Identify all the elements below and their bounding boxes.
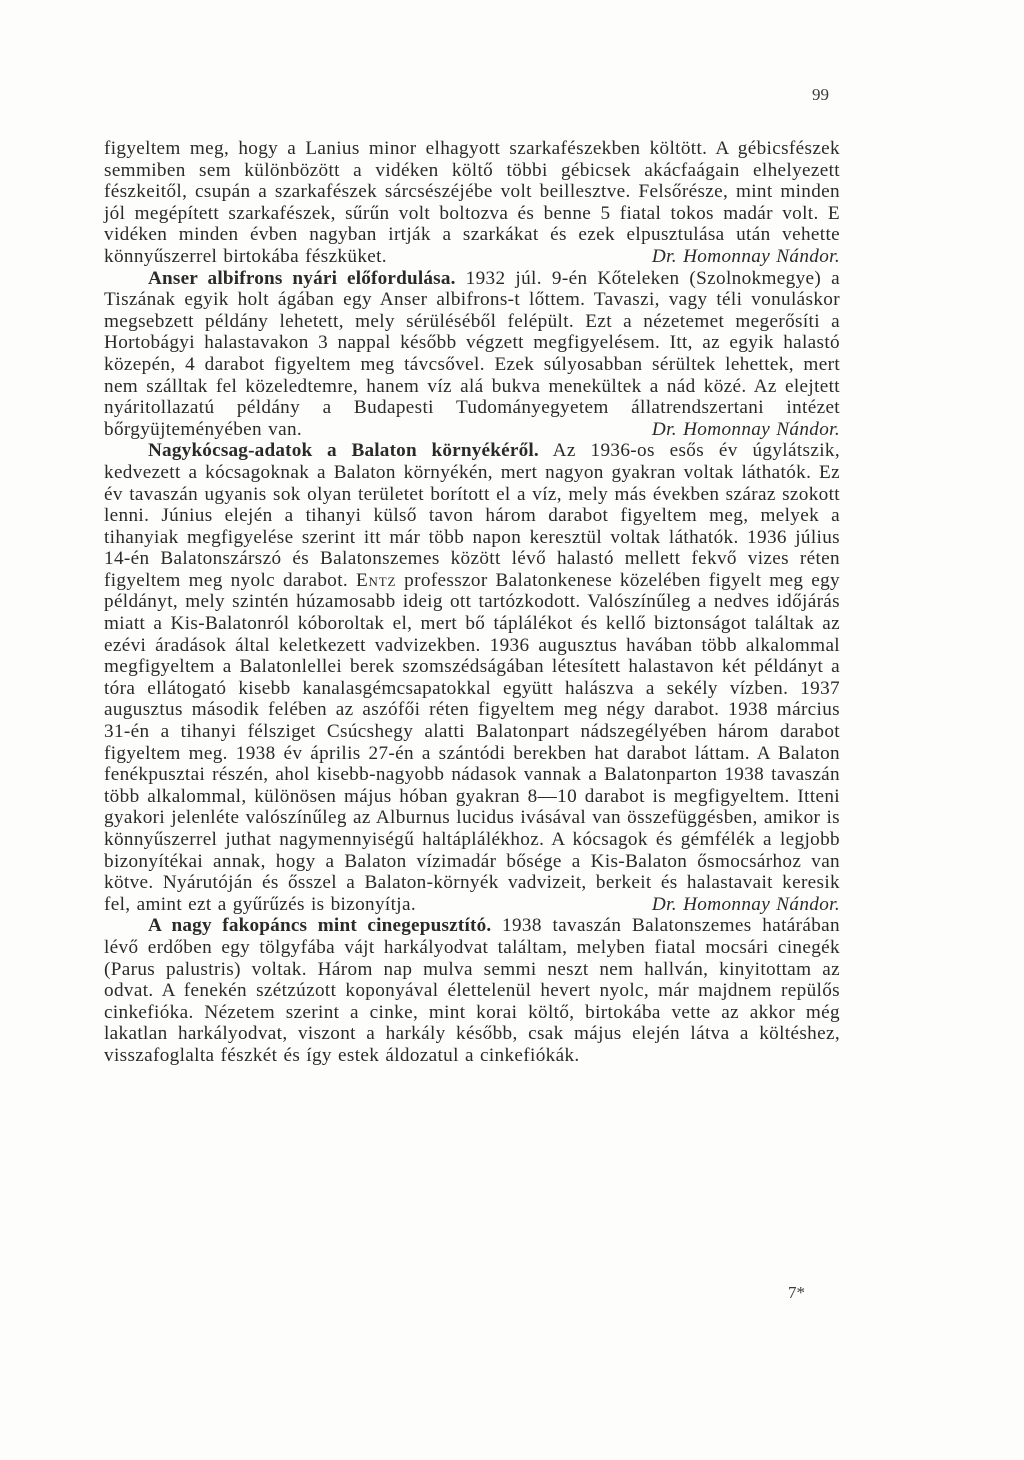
section-fakopancs [104, 915, 840, 1066]
nagykocsag-signature: Dr. Homonnay Nándor. [651, 893, 840, 915]
page-number: 99 [812, 85, 829, 104]
anser-signature: Dr. Homonnay Nándor. [651, 418, 840, 440]
lanius-text: figyeltem meg, hogy a Lanius minor elhagyott szarkafészekben költött. A gébicsfészek semmiben sem különbözött a vidéken költő többi gébicsek akácfaágain elhelyezett fészkeitől, csupán a szarkafészek sárcsészéjébe volt beillesztve. Felsőrésze, mint minden jól megépített szarkafészek, sűrűn volt boltozva és benne 5 fiatal tokos madár volt. E vidéken minden évben nagyban irtják a szarkákat és ezek elpusztulása után vehette könnyűszerrel birtokába fészküket. [104, 138, 840, 267]
lanius-signature: Dr. Homonnay Nándor. [651, 245, 840, 267]
anser-text: 1932 júl. 9-én Kőteleken (Szolnokmegye) a Tiszának egyik holt ágában egy Anser albifrons-t lőttem. Tavaszi, vagy téli vonuláskor megsebzett példány lehetett, mely sérüléséből felépült. Ezt a nézetemet megerősíti a Hortobágyi halastavakon 3 nappal később végzett megfigyelésem. Itt, az egyik halastó közepén, 4 darabot figyeltem meg távcsővel. Ezek súlyosabban sérültek lehettek, mert nem szálltak fel közeledtemre, hanem víz alá bukva menekültek a nád közé. Az elejtett nyáritollazatú példány a Budapesti Tudományegyetem állatrendszertani intézet bőrgyüjteményében van. [104, 267, 840, 440]
fakopancs-heading: A nagy fakopáncs mint cinegepusztító. [148, 915, 492, 937]
fakopancs-text: 1938 tavaszán Balatonszemes határában lévő erdőben egy tölgyfába vájt harkályodvat találtam, melyben fiatal mocsári cinegék (Parus palustris) voltak. Három nap mulva semmi neszt nem hallván, kinyitottam az odvat. A fenekén szétzúzott koponyával élettelenül hevert nyolc, már majdnem repülős cinkefióka. Nézetem szerint a cinke, mint korai költő, birtokába vette az akkor még lakatlan harkályodvat, viszont a harkály később, csak május elején látva a költéshez, visszafoglalta fészkét és így estek áldozatul a cinkefiókák. [104, 915, 840, 1066]
nagykocsag-text-part2: professzor Balatonkenese közelében figyelt meg egy példányt, mely szintén húzamosabb ideig ott tartózkodott. Valószínűleg a nedves időjárás miatt a Kis-Balatonról kóboroltak el, mert bő táplálékot és kellő biztonságot találtak az ezévi áradások által keletkezett vadvizekben. 1936 augusztus havában több alkalommal megfigyeltem a Balatonlellei berek szomszédságában létesített halastavon két példányt a tóra ellátogató kisebb kanalasgémcsapatokkal együtt halászva a sekély vízben. 1937 augusztus második felében az aszófői réten figyeltem meg négy darabot. 1938 március 31-én a tihanyi félsziget Csúcshegy alatti Balatonpart nádszegélyében három darabot figyeltem meg. 1938 év április 27-én a szántódi berekben hat darabot láttam. A Balaton fenékpusztai részén, ahol kisebb-nagyobb nádasok vannak a Balatonparton 1938 tavaszán több alkalommal, különösen május hóban gyakran 8—10 darabot is megfigyeltem. Itteni gyakori jelenléte valószínűleg az Alburnus lucidus ivásával van összefüggésben, amikor is könnyűszerrel juthat nagymennyiségű haltáplálékhoz. A kócsagok és gémfélék a legjobb bizonyítékai annak, hogy a Balaton vízimadár bősége a Kis-Balaton ősmocsárhoz van kötve. Nyárutóján és ősszel a Balaton-környék vadvizeit, berkeit és halastavait keresik fel, amint ezt a gyűrűzés is bizonyítja. [104, 569, 840, 915]
section-lanius [104, 138, 840, 268]
section-nagykocsag [104, 440, 840, 915]
section-anser [104, 268, 840, 441]
signature-mark: 7* [788, 1283, 805, 1302]
page-body [104, 138, 840, 1067]
entz-name: Entz [356, 569, 397, 591]
nagykocsag-heading: Nagykócsag-adatok a Balaton környékéről. [148, 440, 539, 462]
nagykocsag-text-part1: Az 1936-os esős év úgylátszik, kedvezett a kócsagoknak a Balaton környékén, mert nagyon gyakran voltak láthatók. Ez év tavaszán ugyanis sok olyan területet borított el a víz, mely más években száraz szokott lenni. Június elején a tihanyi külső tavon három darabot figyeltem meg, melyek a tihanyiak megfigyelése szerint itt már több napon keresztül voltak láthatók. 1936 július 14-én Balatonszárszó és Balatonszemes között lévő halastó mellett fekvő vizes réten figyeltem meg nyolc darabot. [104, 440, 840, 591]
anser-heading: Anser albifrons nyári előfordulása. [148, 267, 456, 289]
